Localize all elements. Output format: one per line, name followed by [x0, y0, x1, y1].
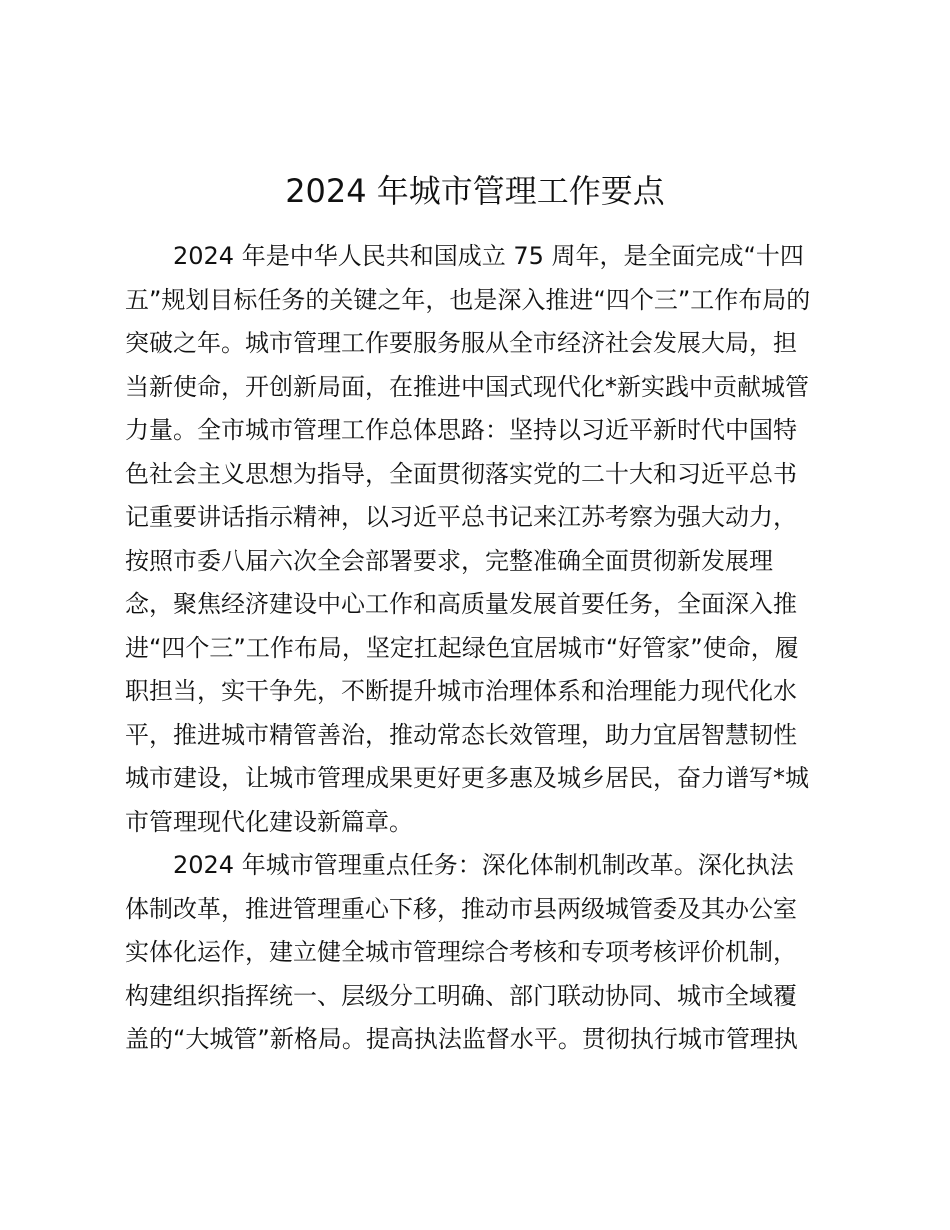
text-line: 职担当，实干争先，不断提升城市治理体系和治理能力现代化水 — [125, 677, 797, 705]
text-line: 念，聚焦经济建设中心工作和高质量发展首要任务，全面深入推 — [125, 590, 797, 618]
text-line: 五”规划目标任务的关键之年，也是深入推进“四个三”工作布局的 — [125, 285, 811, 314]
paragraph-key-tasks — [125, 844, 845, 1062]
paragraph-intro — [125, 235, 845, 844]
text-line: 力量。全市城市管理工作总体思路：坚持以习近平新时代中国特 — [125, 416, 797, 444]
text-line: 体制改革，推进管理重心下移，推动市县两级城管委及其办公室 — [125, 894, 797, 923]
text-line: 城市建设，让城市管理成果更好更多惠及城乡居民，奋力谱写*城 — [125, 764, 809, 792]
text-line: 进“四个三”工作布局，坚定扛起绿色宜居城市“好管家”使命，履 — [125, 633, 799, 662]
document-title: 2024 年城市管理工作要点 — [285, 172, 665, 210]
text-line: 盖的“大城管”新格局。提高执法监督水平。贯彻执行城市管理执 — [125, 1025, 798, 1053]
text-line: 构建组织指挥统一、层级分工明确、部门联动协同、城市全域覆 — [125, 981, 797, 1010]
text-line: 突破之年。城市管理工作要服务服从全市经济社会发展大局，担 — [125, 329, 797, 357]
text-line: 市管理现代化建设新篇章。 — [125, 807, 413, 836]
text-line: 记重要讲话指示精神，以习近平总书记来江苏考察为强大动力， — [125, 503, 797, 531]
text-line: 2024 年是中华人民共和国成立 75 周年，是全面完成“十四 — [173, 242, 804, 270]
text-line: 按照市委八届六次全会部署要求，完整准确全面贯彻新发展理 — [125, 546, 773, 575]
text-line: 实体化运作，建立健全城市管理综合考核和专项考核评价机制， — [125, 938, 797, 966]
document-body — [125, 235, 845, 1062]
text-line: 2024 年城市管理重点任务：深化体制机制改革。深化执法 — [173, 851, 794, 879]
text-line: 平，推进城市精管善治，推动常态长效管理，助力宜居智慧韧性 — [125, 720, 797, 749]
text-line: 当新使命，开创新局面，在推进中国式现代化*新实践中贡献城管 — [125, 372, 809, 401]
text-line: 色社会主义思想为指导，全面贯彻落实党的二十大和习近平总书 — [125, 459, 797, 488]
